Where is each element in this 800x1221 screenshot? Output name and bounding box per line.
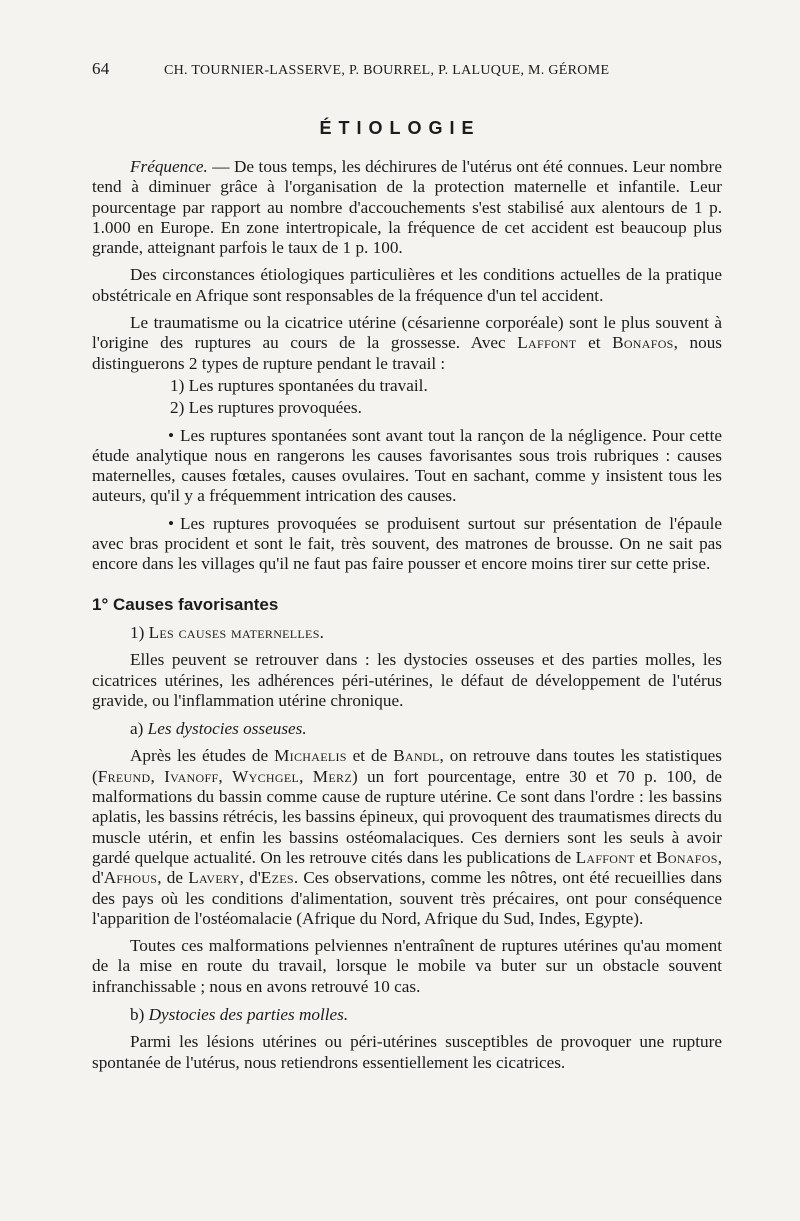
author-name: Bonafos: [612, 333, 674, 353]
subheading-number: a): [130, 719, 148, 739]
paragraph: Des circonstances étiologiques particulières et les conditions actuelles de la pratique obstétricale en Afrique sont responsables de la fréquence d'un tel accident.: [92, 265, 722, 305]
subheading-text: Les dystocies osseuses.: [147, 719, 307, 739]
page-number: 64: [92, 59, 110, 78]
header-authors: CH. TOURNIER-LASSERVE, P. BOURREL, P. LALUQUE, M. GÉROME: [164, 63, 610, 78]
subheading-text: Dystocies des parties molles.: [148, 1004, 349, 1024]
text-run: , d': [92, 847, 722, 888]
subheading: [92, 719, 722, 739]
text-run: , nous distinguerons 2 types de rupture pendant le travail :: [92, 333, 722, 373]
section-title: ÉTIOLOGIE: [319, 118, 481, 138]
text-run: , on retrouve dans toutes les statistiques (: [92, 746, 722, 786]
text-run: Le traumatisme ou la cicatrice utérine (césarienne corporéale) sont le plus souvent à l'origine des ruptures au cours de la grossesse. Avec: [92, 313, 722, 353]
text-run: et de: [346, 746, 394, 766]
author-name: Laffont: [517, 333, 577, 353]
author-name: Ezes: [260, 868, 294, 888]
text-run: , d': [239, 868, 261, 888]
text-run: . Ces observations, comme les nôtres, ont été recueillies dans des pays où les conditions d'alimentation, souvent très précaires, ont pour conséquence l'apparition de l'ostéomalacie (Afrique du Nord, Afrique du Sud, Indes, Egypte).: [92, 868, 722, 928]
list-item: 1) Les ruptures spontanées du travail.: [170, 375, 428, 395]
bullet-paragraph: [92, 514, 722, 575]
subheading: [92, 1005, 722, 1025]
text-run: , de: [157, 868, 189, 888]
text-run: ,: [218, 766, 233, 786]
text-run: Après les études de: [130, 746, 275, 766]
list-item: 2) Les ruptures provoquées.: [170, 398, 362, 418]
text-run: et: [634, 847, 657, 867]
article-body: [92, 157, 722, 1073]
author-name: Freund: [97, 766, 151, 786]
bullet-icon: •: [168, 425, 175, 445]
author-name: Bandl: [393, 746, 440, 766]
author-name: Merz: [312, 766, 352, 786]
author-name: Ivanoff: [164, 766, 219, 786]
subheading-number: 1): [130, 622, 149, 642]
text-run: ,: [299, 766, 313, 786]
bullet-icon: •: [168, 513, 175, 533]
author-name: Laffont: [575, 847, 635, 867]
run-in-heading: Fréquence.: [130, 157, 208, 176]
bullet-paragraph: [92, 426, 722, 507]
text-run: et: [576, 333, 613, 353]
paragraph: [92, 746, 722, 929]
paragraph: Parmi les lésions utérines ou péri-utérines susceptibles de provoquer une rupture spontanée de l'utérus, nous retiendrons essentiellement les cicatrices.: [92, 1032, 722, 1072]
author-name: Wychgel: [232, 766, 300, 786]
author-name: Afhous: [103, 868, 158, 888]
subheading-number: b): [130, 1004, 149, 1024]
subheading: [92, 623, 722, 643]
paragraph: Toutes ces malformations pelviennes n'entraînent de ruptures utérines qu'au moment de la mise en route du travail, lorsque le mobile va buter sur un obstacle souvent infranchissable ; nous en avons retrouvé 10 cas.: [92, 936, 722, 996]
subheading-text: Les causes maternelles.: [148, 622, 325, 642]
paragraph: [92, 313, 722, 374]
paragraph-text: Les ruptures provoquées se produisent surtout sur présentation de l'épaule avec bras procident et sont le fait, très souvent, des matrones de brousse. On ne sait pas encore dans les villages qu'il ne faut pas faire pousser et encore moins tirer sur cette prise.: [92, 513, 722, 574]
text-run: ,: [150, 766, 165, 786]
paragraph-text: Les ruptures spontanées sont avant tout la rançon de la négligence. Pour cette étude analytique nous en rangerons les causes favorisantes sous trois rubriques : causes maternelles, causes fœtales, causes ovulaires. Tout en sachant, comme y insistent tous les auteurs, qu'il y a fréquemment intrication des causes.: [92, 425, 722, 506]
author-name: Bonafos: [656, 847, 718, 867]
paragraph-text: — De tous temps, les déchirures de l'utérus ont été connues. Leur nombre tend à diminuer grâce à l'organisation de la protection maternelle et infantile. Leur pourcentage par rapport au nombre d'accouchements s'est stabilisé aux alentours de 1 p. 1.000 en Europe. En zone intertropicale, la fréquence de cet accident est beaucoup plus grande, atteignant parfois le taux de 1 p. 100.: [92, 157, 722, 258]
author-name: Lavery: [188, 868, 240, 888]
section-heading: 1° Causes favorisantes: [92, 594, 279, 614]
paragraph: Elles peuvent se retrouver dans : les dystocies osseuses et des parties molles, les cicatrices utérines, les adhérences péri-utérines, le défaut de développement de l'utérus gravide, ou l'inflammation utérine chronique.: [92, 650, 722, 710]
running-header: [92, 61, 732, 83]
text-run: ) un fort pourcentage, entre 30 et 70 p. 100, de malformations du bassin comme cause de rupture utérine. Ce sont dans l'ordre : les bassins aplatis, les bassins rétrécis, les bassins épineux, qui provoquent des traumatismes directs du muscle utérin, et enfin les bassins ostéomalaciques. Ces derniers sont les seuls à avoir gardé quelque actualité. On les retrouve cités dans les publications de: [92, 766, 723, 867]
paragraph-frequence: [92, 157, 722, 258]
author-name: Michaelis: [274, 746, 347, 766]
